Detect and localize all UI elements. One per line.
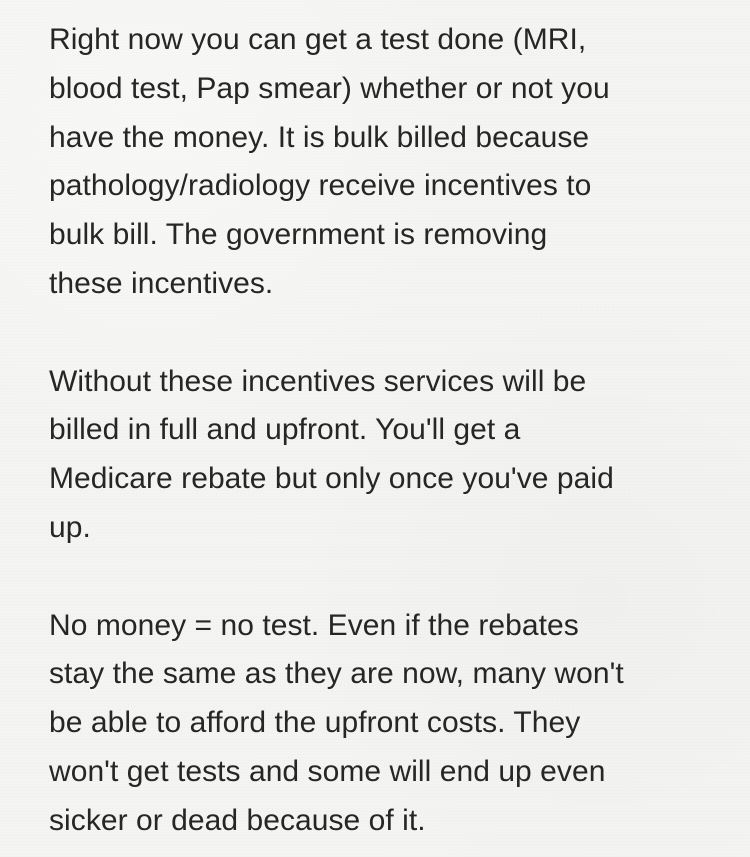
paragraph-test-access: Right now you can get a test done (MRI, blood test, Pap smear) whether or not you have the money. It is bulk billed because pathology/radiology receive incentives to bulk bill. The government is removing these incentives.	[49, 23, 610, 300]
note-content	[49, 16, 739, 846]
paragraph-billing-change: Without these incentives services will be billed in full and upfront. You'll get a Medicare rebate but only once you've paid up.	[49, 364, 614, 544]
paragraph-consequences: No money = no test. Even if the rebates stay the same as they are now, many won't be able to afford the upfront costs. They won't get tests and some will end up even sicker or dead because of it.	[49, 608, 624, 837]
